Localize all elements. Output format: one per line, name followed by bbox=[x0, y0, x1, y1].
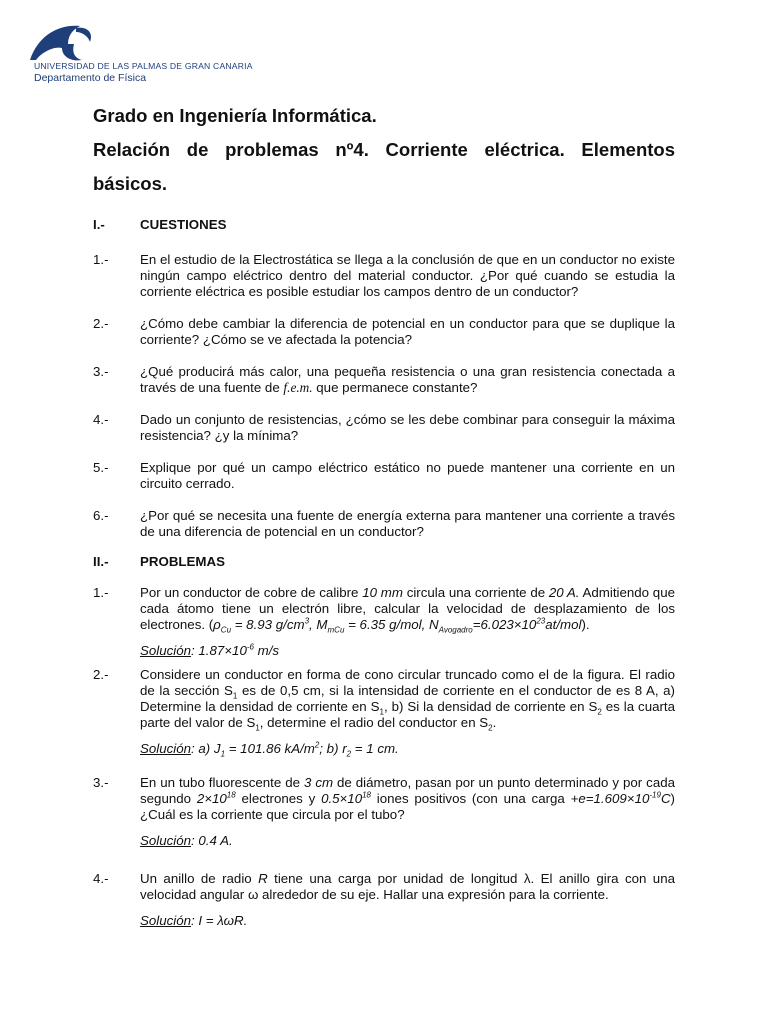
university-name: UNIVERSIDAD DE LAS PALMAS DE GRAN CANARIA bbox=[34, 61, 253, 71]
section-cuestiones bbox=[93, 217, 675, 232]
degree-title: Grado en Ingeniería Informática. bbox=[93, 105, 377, 126]
problem-item: 3.- En un tubo fluorescente de 3 cm de diámetro, pasan por un punto determinado y por cada segundo $2\times 10^{18}$ electrones y $0.5\times 10^{18}$ iones positivos (con una carga $+e=1.609\times 10^{-19}C$) ¿Cuál es la corriente que circula por el tubo? bbox=[93, 775, 676, 822]
university-logo bbox=[28, 22, 268, 84]
ulpgc-emblem-icon bbox=[28, 22, 108, 64]
section-problemas bbox=[93, 554, 675, 569]
solution-line: Solución: a) $J_1 = 101.86$ $kA/m^2$; b) $r_2 = 1$ cm. bbox=[140, 740, 399, 759]
section-number: II.- bbox=[93, 554, 109, 569]
question-item: 4.- Dado un conjunto de resistencias, ¿cómo se les debe combinar para conseguir la máxima resistencia? ¿y la mínima? bbox=[93, 412, 675, 443]
section-heading: PROBLEMAS bbox=[140, 554, 225, 569]
problem-item: 4.- Un anillo de radio R tiene una carga por unidad de longitud λ. El anillo gira con una velocidad angular ω alrededor de su eje. Hallar una expresión para la corriente. bbox=[93, 871, 675, 902]
section-heading: CUESTIONES bbox=[140, 217, 227, 232]
department-name: Departamento de Física bbox=[34, 72, 147, 84]
lambda-symbol: λ bbox=[523, 871, 531, 886]
question-item: 3.- ¿Qué producirá más calor, una pequeña resistencia o una gran resistencia conectada a través de una fuente de f.e.m. que permanece constante? bbox=[93, 364, 675, 395]
solution-line: Solución: $1.87\times 10^{-6}$ m/s bbox=[140, 642, 280, 658]
document-body bbox=[93, 99, 675, 929]
problem-set-title: Relación de problemas nº4. Corriente eléctrica. Elementos bbox=[93, 139, 675, 160]
problem-item: 2.- Considere un conductor en forma de cono circular truncado como el de la figura. El radio de la sección $S_1$ es de 0,5 cm, si la intensidad de corriente en el conductor de es 8 A, a) Determine la densidad de corriente en $S_1$, b) Si la densidad de corriente en $S_2$ es la cuarta parte del valor de $S_1$, determine el radio del conductor en $S_2$. bbox=[93, 667, 676, 733]
fem-symbol: f.e.m. bbox=[283, 380, 313, 395]
question-item: 6.- ¿Por qué se necesita una fuente de energía externa para mantener una corriente a través de una diferencia de potencial en un conductor? bbox=[93, 508, 675, 539]
problem-item: 1.- Por un conductor de cobre de calibre 10 mm circula una corriente de 20 A. Admitiendo que cada átomo tiene un electrón libre, calcular la velocidad de desplazamiento de los electrones. ($\rho_{Cu} = 8.93$ $g/cm^3$, $M_{mCu} = 6.35$ g/mol, $N_{Avogadro}=6.023\times 10^{23}at/mol$). bbox=[93, 585, 675, 635]
problem-set-title-cont: básicos. bbox=[93, 173, 168, 194]
question-item: 1.- En el estudio de la Electrostática se llega a la conclusión de que en un conductor no existe ningún campo eléctrico dentro del material conductor. ¿Por qué cuando se estudia la corriente eléctrica es posible estudiar los campos dentro de un conductor? bbox=[93, 252, 675, 299]
question-item: 5.- Explique por qué un campo eléctrico estático no puede mantener una corriente en un circuito cerrado. bbox=[93, 460, 675, 491]
omega-symbol: ω bbox=[247, 887, 259, 902]
question-item: 2.- ¿Cómo debe cambiar la diferencia de potencial en un conductor para que se duplique la corriente? ¿Cómo se ve afectada la potencia? bbox=[93, 316, 675, 347]
solution-line: Solución: I = λωR. bbox=[140, 913, 248, 928]
solution-line: Solución: 0.4 A. bbox=[140, 833, 233, 848]
section-number: I.- bbox=[93, 217, 105, 232]
